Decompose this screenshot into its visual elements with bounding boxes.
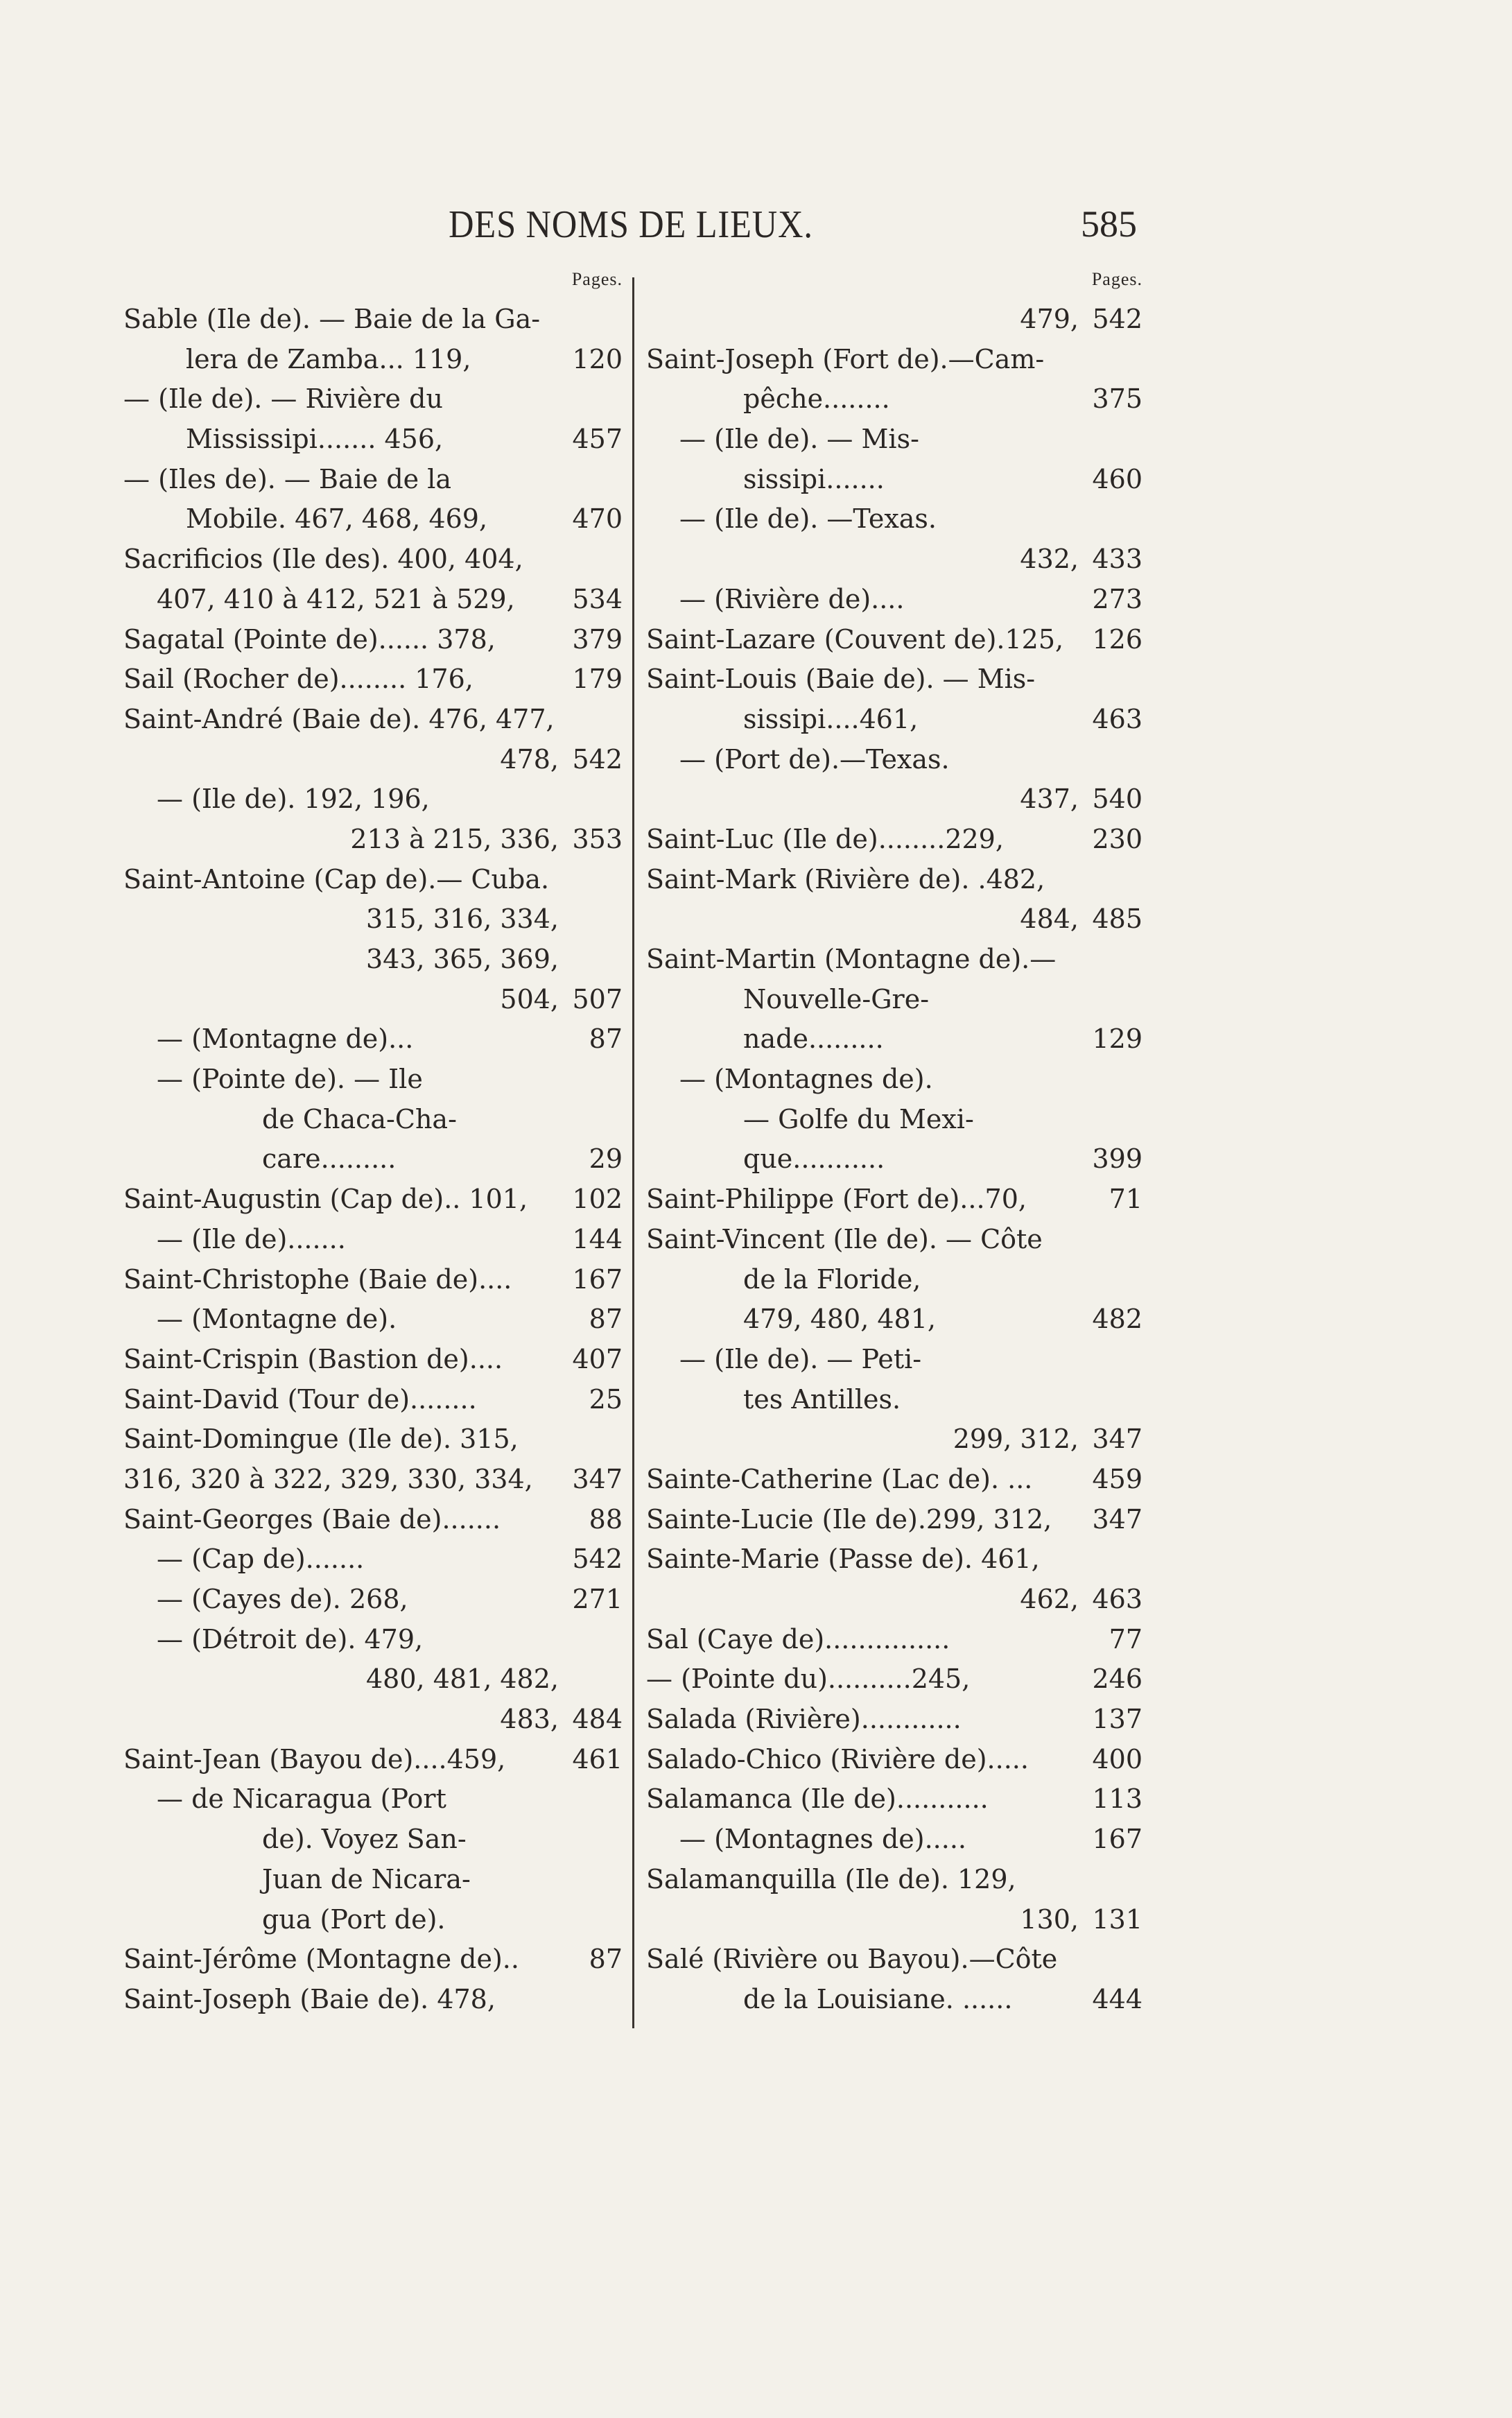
index-entry	[646, 1220, 1142, 1260]
running-header	[125, 202, 1137, 258]
entry-text: — (Montagnes de).....	[679, 1824, 966, 1855]
index-entry	[123, 700, 623, 740]
entry-text: Saint-Philippe (Fort de)...70,	[646, 1184, 1027, 1215]
entry-page-number: 433	[1092, 544, 1142, 575]
index-entry	[646, 1740, 1142, 1780]
entry-text: — (Ile de). — Peti-	[679, 1343, 922, 1374]
entry-text: sissipi....461,	[743, 703, 919, 734]
entry-text: 315, 316, 334,	[366, 904, 559, 935]
entry-text: Saint-Georges (Baie de).......	[123, 1503, 501, 1535]
entry-text: lera de Zamba... 119,	[186, 343, 471, 374]
page-number: 585	[1081, 203, 1137, 245]
entry-page-number: 29	[589, 1143, 623, 1175]
entry-text: 480, 481, 482,	[366, 1664, 559, 1695]
index-entry	[646, 1700, 1142, 1740]
entry-text: de Chaca-Cha-	[262, 1103, 457, 1134]
index-entry	[646, 1860, 1142, 1900]
entry-text: 299, 312,	[953, 1424, 1079, 1455]
entry-text: 213 à 215, 336,	[350, 823, 559, 854]
entry-text: que...........	[743, 1143, 885, 1175]
entry-text: 462,	[1020, 1584, 1079, 1614]
entry-page-number: 87	[589, 1024, 623, 1055]
entry-text: Saint-Joseph (Fort de).—Cam-	[646, 343, 1045, 374]
index-entry	[123, 1659, 623, 1700]
entry-text: Saint-Luc (Ile de)........229,	[646, 823, 1004, 854]
index-entry	[123, 740, 623, 780]
entry-page-number: 271	[572, 1584, 623, 1614]
index-entry	[646, 379, 1142, 420]
entry-page-number: 347	[572, 1463, 623, 1494]
index-entry	[646, 1019, 1142, 1060]
entry-page-number: 87	[589, 1304, 623, 1335]
entry-text: de). Voyez San-	[262, 1824, 467, 1855]
index-entry	[123, 860, 623, 900]
index-entry	[123, 1860, 623, 1900]
entry-text: 407, 410 à 412, 521 à 529,	[157, 583, 515, 614]
index-entry	[123, 580, 623, 620]
index-entry	[123, 420, 623, 460]
entry-text: — (Iles de). — Baie de la	[123, 463, 452, 494]
entry-text: gua (Port de).	[262, 1903, 446, 1935]
entry-text: 479,	[1020, 304, 1079, 334]
entry-text: — (Montagnes de).	[679, 1064, 933, 1095]
entry-text: Sacrificios (Ile des). 400, 404,	[123, 544, 523, 575]
entry-text: 130,	[1020, 1903, 1079, 1935]
index-entry	[123, 1060, 623, 1100]
index-entry	[123, 1380, 623, 1420]
entry-text: care.........	[262, 1143, 397, 1175]
index-entry	[646, 1060, 1142, 1100]
index-entry	[123, 1580, 623, 1620]
right-index-entries	[646, 300, 1142, 2020]
index-entry	[123, 1980, 623, 2020]
index-entry	[123, 1100, 623, 1140]
entry-text: Sainte-Catherine (Lac de). ...	[646, 1463, 1033, 1494]
index-entry	[123, 1220, 623, 1260]
entry-text: Sagatal (Pointe de)...... 378,	[123, 623, 496, 655]
entry-text: Salé (Rivière ou Bayou).—Côte	[646, 1944, 1058, 1975]
entry-page-number: 540	[1092, 784, 1142, 815]
entry-text: Salado-Chico (Rivière de).....	[646, 1743, 1029, 1774]
index-entry	[123, 1940, 623, 1980]
index-entry	[123, 499, 623, 539]
entry-page-number: 273	[1092, 583, 1142, 614]
index-entry	[123, 1419, 623, 1460]
index-entry	[123, 1260, 623, 1300]
index-entry	[646, 580, 1142, 620]
entry-page-number: 179	[572, 664, 623, 695]
entry-page-number: 137	[1092, 1704, 1142, 1735]
entry-text: — (Ile de).......	[157, 1223, 346, 1254]
entry-page-number: 88	[589, 1503, 623, 1535]
index-entry	[646, 779, 1142, 820]
index-entry	[646, 1100, 1142, 1140]
entry-text: 432,	[1020, 544, 1079, 575]
entry-page-number: 542	[572, 743, 623, 775]
index-entry	[123, 460, 623, 500]
index-entry	[646, 1380, 1142, 1420]
index-entry	[123, 620, 623, 660]
index-entry	[646, 860, 1142, 900]
entry-text: — (Pointe du)..........245,	[646, 1664, 971, 1695]
index-entry	[646, 1980, 1142, 2020]
left-index-entries	[123, 300, 623, 2020]
entry-page-number: 534	[572, 583, 623, 614]
index-entry	[646, 620, 1142, 660]
entry-text: Saint-Vincent (Ile de). — Côte	[646, 1223, 1043, 1254]
index-entry	[123, 340, 623, 380]
pages-column-label: Pages.	[1091, 269, 1142, 289]
entry-page-number: 131	[1092, 1903, 1142, 1935]
entry-page-number: 102	[572, 1184, 623, 1215]
entry-text: 504,	[500, 983, 559, 1014]
pages-column-label: Pages.	[571, 269, 623, 289]
entry-page-number: 87	[589, 1944, 623, 1975]
index-entry	[123, 1740, 623, 1780]
entry-text: — (Ile de). —Texas.	[679, 503, 937, 535]
entry-page-number: 77	[1109, 1623, 1142, 1655]
entry-text: — (Ile de). 192, 196,	[157, 784, 430, 815]
entry-text: pêche........	[743, 383, 890, 415]
entry-text: Saint-Antoine (Cap de).— Cuba.	[123, 863, 550, 895]
index-entry	[646, 1139, 1142, 1180]
entry-text: nade.........	[743, 1024, 884, 1055]
index-entry	[123, 1620, 623, 1660]
entry-page-number: 507	[572, 983, 623, 1014]
index-entry	[646, 1940, 1142, 1980]
index-entry	[123, 1700, 623, 1740]
index-entry	[123, 899, 623, 940]
entry-page-number: 463	[1092, 703, 1142, 734]
entry-page-number: 129	[1092, 1024, 1142, 1055]
entry-text: Saint-Joseph (Baie de). 478,	[123, 1983, 496, 2014]
entry-text: — de Nicaragua (Port	[157, 1784, 446, 1815]
entry-text: — (Cap de).......	[157, 1544, 365, 1575]
index-entry	[646, 740, 1142, 780]
index-entry	[646, 940, 1142, 980]
entry-page-number: 230	[1092, 823, 1142, 854]
index-entry	[646, 539, 1142, 580]
index-entry	[123, 1180, 623, 1220]
entry-page-number: 167	[1092, 1824, 1142, 1855]
entry-text: — (Détroit de). 479,	[157, 1623, 424, 1655]
index-entry	[646, 1340, 1142, 1380]
entry-page-number: 463	[1092, 1584, 1142, 1614]
entry-page-number: 407	[572, 1343, 623, 1374]
index-entry	[123, 1539, 623, 1580]
entry-page-number: 71	[1109, 1184, 1142, 1215]
entry-text: tes Antilles.	[743, 1383, 901, 1415]
index-entry	[646, 1460, 1142, 1500]
index-entry	[646, 1539, 1142, 1580]
index-entry	[646, 300, 1142, 340]
entry-text: Saint-André (Baie de). 476, 477,	[123, 703, 555, 734]
index-entry	[646, 340, 1142, 380]
entry-text: Saint-Lazare (Couvent de).125,	[646, 623, 1064, 655]
index-entry	[646, 1260, 1142, 1300]
index-entry	[646, 420, 1142, 460]
entry-page-number: 246	[1092, 1664, 1142, 1695]
entry-text: de la Floride,	[743, 1263, 921, 1295]
index-entry	[646, 980, 1142, 1020]
entry-page-number: 461	[572, 1743, 623, 1774]
index-entry	[646, 659, 1142, 700]
index-entry	[123, 300, 623, 340]
entry-page-number: 444	[1092, 1983, 1142, 2014]
entry-text: Mississipi....... 456,	[186, 424, 444, 455]
index-entry	[123, 1019, 623, 1060]
entry-text: — (Ile de). — Mis-	[679, 424, 919, 455]
index-entry	[123, 1340, 623, 1380]
index-entry	[646, 1580, 1142, 1620]
entry-page-number: 542	[1092, 304, 1142, 334]
entry-text: Saint-Mark (Rivière de). .482,	[646, 863, 1045, 895]
index-entry	[646, 700, 1142, 740]
index-entry	[646, 1820, 1142, 1860]
entry-page-number: 144	[572, 1223, 623, 1254]
entry-page-number: 459	[1092, 1463, 1142, 1494]
entry-text: — (Montagne de)...	[157, 1024, 414, 1055]
entry-text: sissipi.......	[743, 463, 885, 494]
entry-page-number: 485	[1092, 904, 1142, 935]
index-entry	[123, 1139, 623, 1180]
index-entry	[646, 1299, 1142, 1340]
entry-text: — (Rivière de)....	[679, 583, 905, 614]
entry-text: de la Louisiane. ......	[743, 1983, 1013, 2014]
index-entry	[123, 539, 623, 580]
index-entry	[123, 1500, 623, 1540]
index-entry	[646, 1900, 1142, 1940]
entry-text: Saint-David (Tour de)........	[123, 1383, 477, 1415]
entry-text: Saint-Domingue (Ile de). 315,	[123, 1424, 519, 1455]
entry-text: Sail (Rocher de)........ 176,	[123, 664, 473, 695]
entry-page-number: 347	[1092, 1424, 1142, 1455]
entry-text: Saint-Louis (Baie de). — Mis-	[646, 664, 1036, 695]
index-entry	[123, 1779, 623, 1820]
entry-text: Salamanca (Ile de)...........	[646, 1784, 989, 1815]
entry-text: — (Cayes de). 268,	[157, 1584, 408, 1614]
entry-text: Saint-Christophe (Baie de)....	[123, 1263, 512, 1295]
entry-text: — (Port de).—Texas.	[679, 743, 950, 775]
entry-page-number: 353	[572, 823, 623, 854]
entry-page-number: 400	[1092, 1743, 1142, 1774]
index-entry	[646, 499, 1142, 539]
entry-text: Sal (Caye de)...............	[646, 1623, 950, 1655]
entry-page-number: 120	[572, 343, 623, 374]
index-entry	[646, 1620, 1142, 1660]
entry-text: Saint-Martin (Montagne de).—	[646, 944, 1057, 974]
entry-text: — (Montagne de).	[157, 1304, 397, 1335]
index-entry	[123, 779, 623, 820]
entry-text: — Golfe du Mexi-	[743, 1103, 974, 1134]
entry-page-number: 482	[1092, 1304, 1142, 1335]
entry-text: Mobile. 467, 468, 469,	[186, 503, 488, 535]
entry-text: 478,	[500, 743, 559, 775]
entry-page-number: 113	[1092, 1784, 1142, 1815]
entry-text: Sainte-Lucie (Ile de).299, 312,	[646, 1503, 1052, 1535]
entry-text: — (Pointe de). — Ile	[157, 1064, 423, 1095]
index-entry	[646, 1419, 1142, 1460]
entry-text: 484,	[1020, 904, 1079, 935]
index-entry	[123, 1820, 623, 1860]
entry-page-number: 25	[589, 1383, 623, 1415]
entry-page-number: 126	[1092, 623, 1142, 655]
entry-text: 343, 365, 369,	[366, 944, 559, 974]
entry-page-number: 542	[572, 1544, 623, 1575]
entry-page-number: 347	[1092, 1503, 1142, 1535]
entry-text: Saint-Crispin (Bastion de)....	[123, 1343, 503, 1374]
entry-text: 483,	[500, 1704, 559, 1735]
index-entry	[123, 980, 623, 1020]
index-entry	[123, 1299, 623, 1340]
index-entry	[646, 899, 1142, 940]
index-entry	[646, 820, 1142, 860]
index-entry	[646, 1500, 1142, 1540]
entry-text: Saint-Jérôme (Montagne de)..	[123, 1944, 519, 1975]
entry-page-number: 484	[572, 1704, 623, 1735]
entry-text: Sainte-Marie (Passe de). 461,	[646, 1544, 1040, 1575]
index-entry	[123, 659, 623, 700]
index-entry	[646, 460, 1142, 500]
right-column	[646, 269, 1142, 2030]
index-entry	[646, 1180, 1142, 1220]
entry-text: Saint-Augustin (Cap de).. 101,	[123, 1184, 528, 1215]
entry-page-number: 460	[1092, 463, 1142, 494]
entry-text: 479, 480, 481,	[743, 1304, 936, 1335]
entry-page-number: 167	[572, 1263, 623, 1295]
entry-text: 437,	[1020, 784, 1079, 815]
entry-page-number: 375	[1092, 383, 1142, 415]
index-entry	[123, 940, 623, 980]
entry-page-number: 399	[1092, 1143, 1142, 1175]
entry-text: Juan de Nicara-	[262, 1863, 471, 1894]
index-entry	[646, 1659, 1142, 1700]
entry-text: Nouvelle-Gre-	[743, 983, 930, 1014]
entry-page-number: 379	[572, 623, 623, 655]
entry-text: 316, 320 à 322, 329, 330, 334,	[123, 1463, 533, 1494]
index-entry	[123, 1460, 623, 1500]
index-entry	[123, 1900, 623, 1940]
column-divider	[632, 277, 634, 2028]
entry-text: Salamanquilla (Ile de). 129,	[646, 1863, 1016, 1894]
page-title: DES NOMS DE LIEUX.	[449, 203, 813, 246]
index-entry	[646, 1779, 1142, 1820]
entry-text: Salada (Rivière)............	[646, 1704, 962, 1735]
left-column	[123, 269, 623, 2030]
entry-page-number: 457	[572, 424, 623, 455]
entry-text: Sable (Ile de). — Baie de la Ga-	[123, 304, 541, 334]
entry-text: Saint-Jean (Bayou de)....459,	[123, 1743, 506, 1774]
entry-text: — (Ile de). — Rivière du	[123, 383, 443, 415]
index-entry	[123, 379, 623, 420]
entry-page-number: 470	[572, 503, 623, 535]
index-entry	[123, 820, 623, 860]
